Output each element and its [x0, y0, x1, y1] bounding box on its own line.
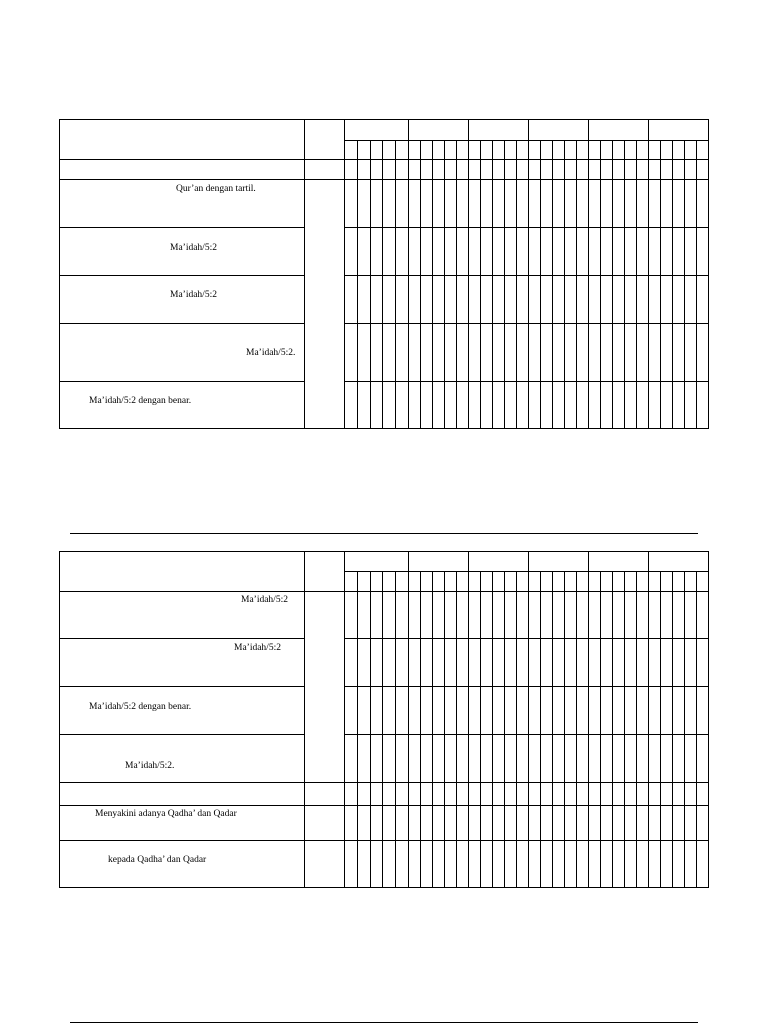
row-line	[344, 275, 708, 276]
week-divider	[492, 140, 493, 428]
table-2-row-1-text: Ma’idah/5:2	[241, 595, 288, 605]
week-divider	[357, 140, 358, 428]
page-divider-2	[70, 1022, 698, 1023]
row-line	[344, 323, 708, 324]
row-line	[60, 805, 708, 806]
table-1-row-3-text: Ma’idah/5:2	[170, 290, 217, 300]
week-divider	[504, 140, 505, 428]
week-divider	[395, 140, 396, 428]
month-divider	[408, 552, 409, 887]
table-1-row-2-text: Ma’idah/5:2	[170, 243, 217, 253]
table-2-row-7-text: kepada Qadha’ dan Qadar	[108, 855, 207, 865]
row-line	[60, 179, 708, 180]
table-2-row-6-text: Menyakini adanya Qadha’ dan Qadar	[95, 809, 237, 819]
row-line	[60, 227, 304, 228]
table-1-row-4-text: Ma’idah/5:2.	[246, 348, 296, 358]
week-divider	[564, 140, 565, 428]
row-line	[344, 227, 708, 228]
row-line	[60, 381, 304, 382]
week-divider	[456, 140, 457, 428]
row-line	[60, 686, 304, 687]
schedule-table-1	[59, 119, 709, 429]
schedule-table-2	[59, 551, 709, 888]
table-2-row-2-text: Ma’idah/5:2	[234, 643, 281, 653]
week-divider	[636, 140, 637, 428]
month-divider	[468, 552, 469, 887]
table-1-row-1-text: Qur’an dengan tartil.	[176, 184, 256, 194]
week-divider	[480, 140, 481, 428]
week-divider	[382, 140, 383, 428]
month-divider	[528, 552, 529, 887]
row-line	[60, 275, 304, 276]
week-divider	[444, 140, 445, 428]
week-divider	[684, 140, 685, 428]
week-divider	[420, 140, 421, 428]
row-line	[60, 638, 304, 639]
column-divider	[304, 120, 305, 428]
row-line	[344, 638, 708, 639]
week-divider	[432, 140, 433, 428]
row-line	[60, 159, 708, 160]
week-divider	[624, 140, 625, 428]
table-2-row-3-text: Ma’idah/5:2 dengan benar.	[89, 702, 192, 712]
column-divider	[304, 552, 305, 887]
table-1-row-5-text: Ma’idah/5:2 dengan benar.	[89, 396, 192, 406]
week-divider	[516, 140, 517, 428]
week-divider	[540, 140, 541, 428]
week-divider	[696, 140, 697, 428]
week-divider	[600, 140, 601, 428]
month-divider	[588, 552, 589, 887]
week-divider	[370, 140, 371, 428]
header-subrow-line	[344, 140, 708, 141]
header-subrow-line	[344, 571, 708, 572]
row-line	[60, 734, 304, 735]
row-line	[60, 591, 708, 592]
row-line	[60, 840, 708, 841]
week-divider	[660, 140, 661, 428]
column-divider	[344, 552, 345, 887]
row-line	[60, 782, 708, 783]
table-2-row-4-text: Ma’idah/5:2.	[125, 761, 175, 771]
page-divider-1	[70, 533, 698, 534]
row-line	[344, 381, 708, 382]
row-line	[344, 686, 708, 687]
row-line	[344, 734, 708, 735]
week-divider	[576, 140, 577, 428]
month-divider	[648, 552, 649, 887]
week-divider	[672, 140, 673, 428]
week-divider	[552, 140, 553, 428]
row-line	[60, 323, 304, 324]
week-divider	[612, 140, 613, 428]
